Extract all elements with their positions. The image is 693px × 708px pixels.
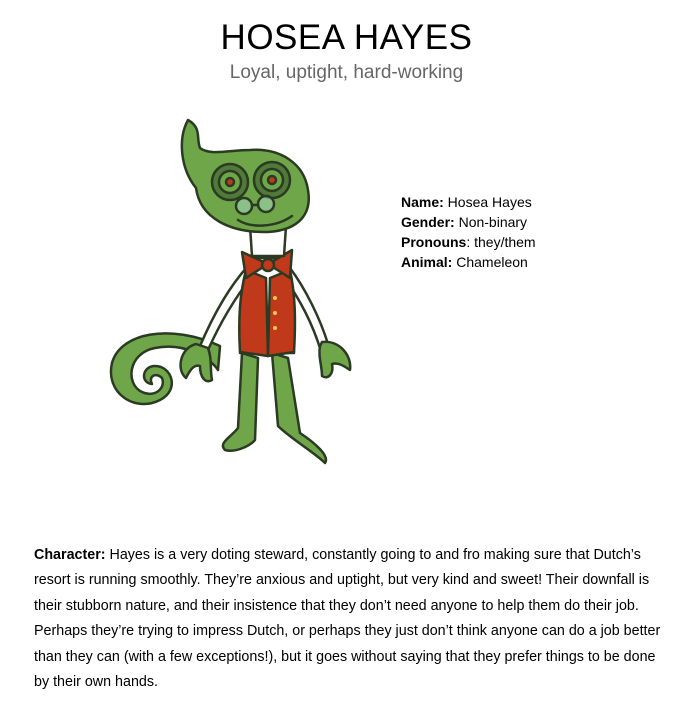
info-name: Name: Hosea Hayes — [401, 194, 532, 210]
info-animal: Animal: Chameleon — [401, 254, 528, 270]
vest — [239, 270, 268, 356]
right-hand — [319, 342, 350, 377]
glasses — [236, 198, 252, 214]
left-leg — [223, 353, 258, 451]
info-gender: Gender: Non-binary — [401, 214, 528, 230]
page-subtitle: Loyal, uptight, hard-working — [229, 62, 464, 83]
page-title: HOSEA HAYES — [220, 18, 473, 57]
character-info — [401, 192, 536, 272]
right-leg — [272, 353, 326, 463]
info-pronouns: Pronouns: they/them — [401, 234, 536, 250]
chameleon-illustration — [100, 108, 370, 478]
left-hand — [181, 344, 212, 381]
character-description: Character: Hayes is a very doting steward, constantly going to and fro making sure that Dutch’s resort is running smoothly. They’re anxious and uptight, but very kind and sweet! Their downfall is their stubborn nature, and their insistence that they don’t need anyone to help them do their job. Perhaps they’re trying to impress Dutch, or perhaps they just don’t think anyone can do a job better than they can (with a few exceptions!), but it goes without saying that they prefer things to be done by their own hands. — [34, 547, 661, 691]
